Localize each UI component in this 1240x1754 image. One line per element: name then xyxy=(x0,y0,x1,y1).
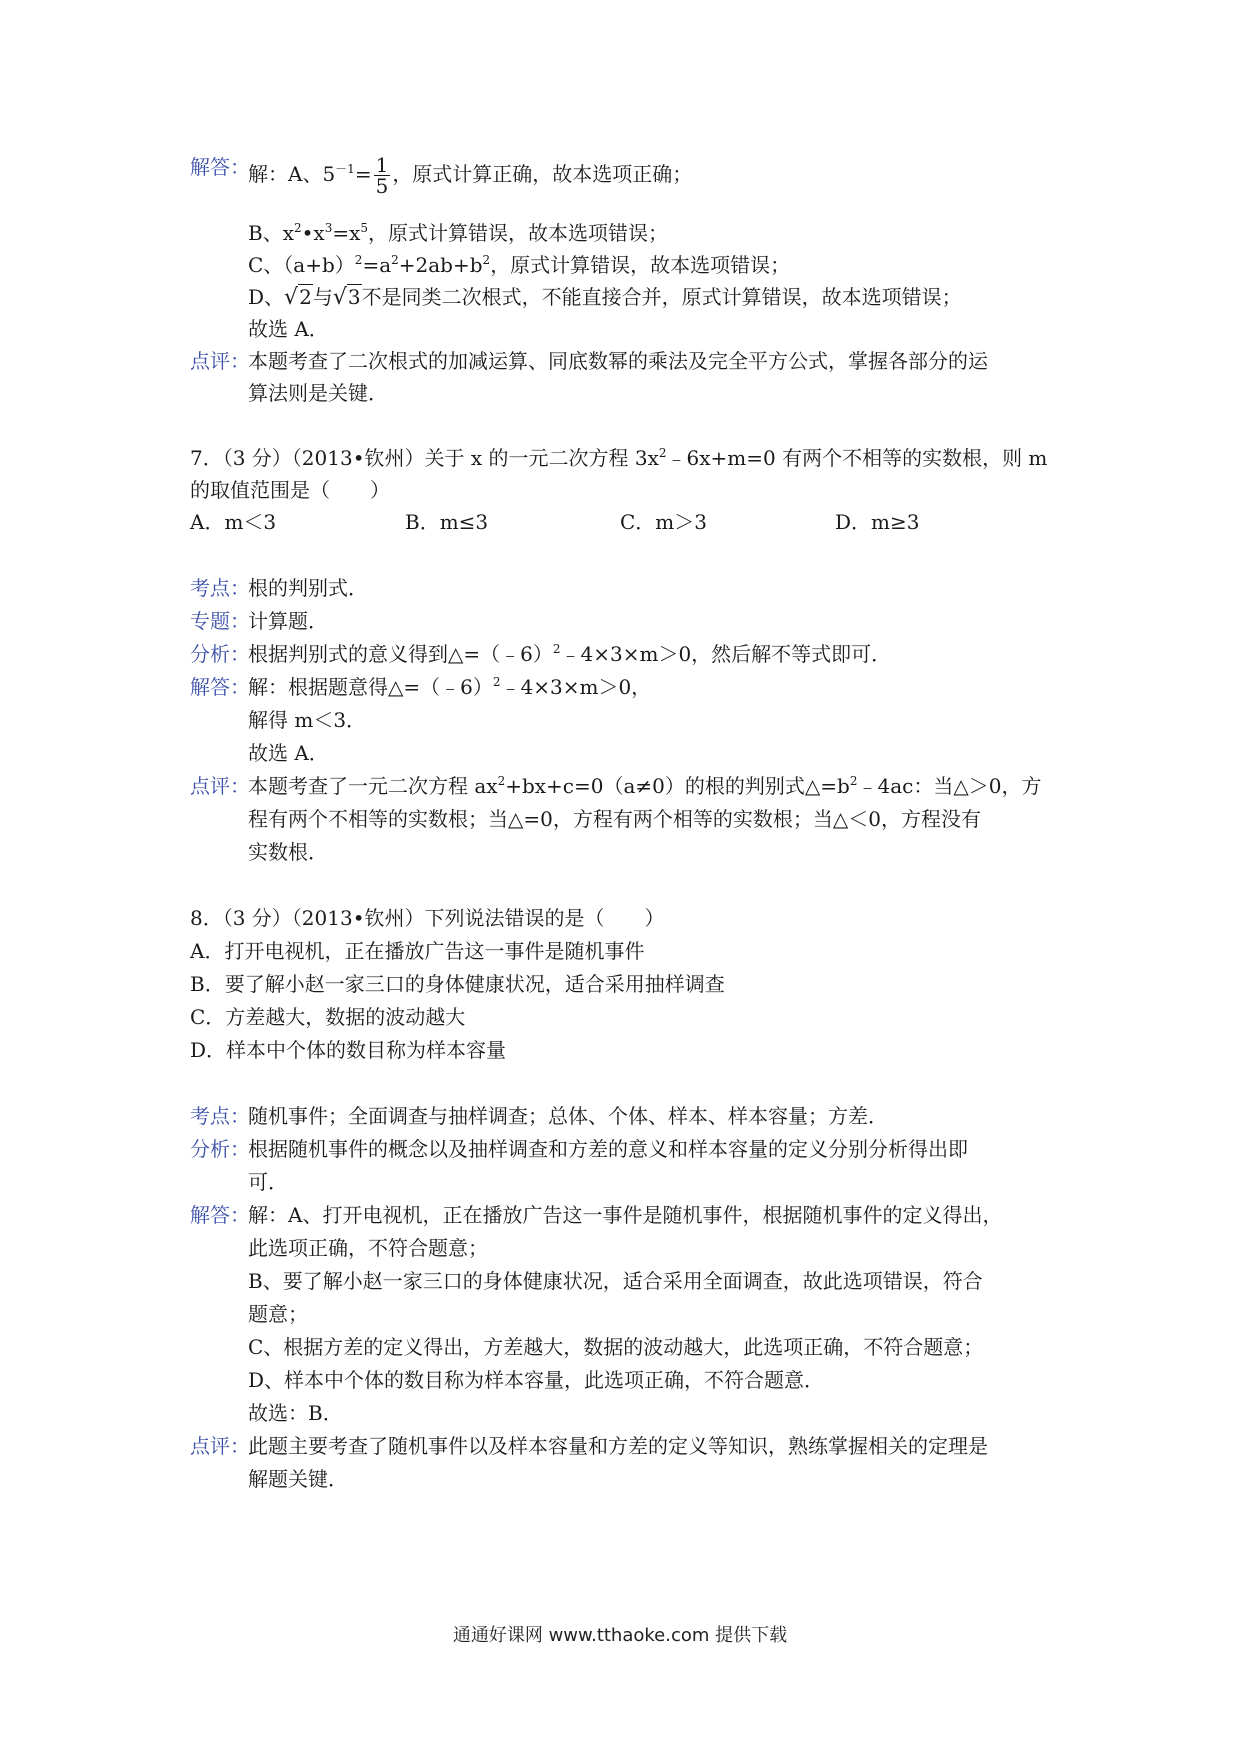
fraction-numerator: 1 xyxy=(375,153,389,177)
q6-c-text: +2ab+b xyxy=(398,253,483,277)
q8-jieda-line: 此选项正确，不符合题意； xyxy=(248,1236,488,1260)
q8-jieda-line: D、样本中个体的数目称为样本容量，此选项正确，不符合题意． xyxy=(248,1368,825,1392)
exponent: 2 xyxy=(658,446,667,460)
page-footer: 通通好课网 www.tthaoke.com 提供下载 xyxy=(452,1625,788,1646)
q7-option-b: B．m≤3 xyxy=(405,510,489,534)
kaodian-label: 考点： xyxy=(190,576,250,600)
q7-dianping-text: ﹣4ac：当△＞0，方 xyxy=(857,774,1042,798)
q7-jieda-line3: 故选 A． xyxy=(248,741,329,765)
q6-b-text: •x xyxy=(301,221,325,245)
q7-stem-text: 7．（3 分）（2013•钦州）关于 x 的一元二次方程 3x xyxy=(190,446,659,470)
q8-fenxi-line2: 可． xyxy=(248,1170,288,1194)
q6-c-text: ，原式计算错误，故本选项错误； xyxy=(490,253,791,277)
q7-dianping-line2: 程有两个不相等的实数根；当△=0，方程有两个相等的实数根；当△＜0，方程没有 xyxy=(248,807,981,831)
exponent: 2 xyxy=(293,221,302,235)
q6-answer-a-text: ，原式计算正确，故本选项正确； xyxy=(392,162,693,186)
q8-jieda-line: 解：A、打开电视机，正在播放广告这一事件是随机事件，根据随机事件的定义得出， xyxy=(248,1203,1003,1227)
jieda-label: 解答： xyxy=(190,155,250,179)
exponent: 2 xyxy=(482,253,491,267)
q6-answer-a xyxy=(248,155,692,196)
dianping-label: 点评： xyxy=(190,1434,250,1458)
q8-jieda-line: C、根据方差的定义得出，方差越大，数据的波动越大，此选项正确，不符合题意； xyxy=(248,1335,984,1359)
sqrt-symbol: √3 xyxy=(332,285,361,310)
q8-kaodian: 随机事件；全面调查与抽样调查；总体、个体、样本、样本容量；方差． xyxy=(248,1104,888,1128)
q6-d-prefix: D、 xyxy=(248,285,285,309)
jieda-label: 解答： xyxy=(190,1203,250,1227)
q6-answer-a-prefix: 解：A、5 xyxy=(248,162,336,186)
q8-option-d: D．样本中个体的数目称为样本容量 xyxy=(190,1038,507,1062)
q7-dianping-line3: 实数根． xyxy=(248,840,328,864)
q7-stem-line1 xyxy=(190,443,1047,473)
q6-answer-b xyxy=(248,218,668,248)
q6-b-text: =x xyxy=(332,221,361,245)
q6-answer-c xyxy=(248,250,790,280)
q7-jieda-text: 解：根据题意得△=（﹣6） xyxy=(248,675,493,699)
zhuanti-label: 专题： xyxy=(190,609,250,633)
q8-option-b: B．要了解小赵一家三口的身体健康状况，适合采用抽样调查 xyxy=(190,972,725,996)
sqrt-symbol: √2 xyxy=(284,285,312,310)
dianping-label: 点评： xyxy=(190,349,250,373)
fenxi-label: 分析： xyxy=(190,642,250,666)
q8-dianping-line1: 此题主要考查了随机事件以及样本容量和方差的定义等知识，熟练掌握相关的定理是 xyxy=(248,1434,988,1458)
q6-answer-d xyxy=(248,282,962,313)
q6-b-text: B、x xyxy=(248,221,294,245)
q6-c-text: C、（a+b） xyxy=(248,253,355,277)
q6-answer-a-eq: = xyxy=(354,162,372,186)
q7-stem-text: ﹣6x+m=0 有两个不相等的实数根，则 m xyxy=(666,446,1048,470)
q7-option-c: C．m＞3 xyxy=(620,510,707,534)
q8-jieda-line: B、要了解小赵一家三口的身体健康状况，适合采用全面调查，故此选项错误，符合 xyxy=(248,1269,983,1293)
q7-jieda-line2: 解得 m＜3． xyxy=(248,708,367,732)
jieda-label: 解答： xyxy=(190,675,250,699)
dianping-label: 点评： xyxy=(190,774,250,798)
exponent: 2 xyxy=(391,253,399,267)
sqrt-radicand: 3 xyxy=(347,285,361,309)
exponent: 5 xyxy=(360,221,369,235)
q7-stem-line2: 的取值范围是（ ） xyxy=(190,478,390,502)
fraction-denominator: 5 xyxy=(375,174,389,198)
q8-stem: 8．（3 分）（2013•钦州）下列说法错误的是（ ） xyxy=(190,906,665,930)
q6-answer-a-exponent: －1 xyxy=(335,162,355,176)
fraction xyxy=(374,155,391,196)
q7-dianping-text: 本题考查了一元二次方程 ax xyxy=(248,774,498,798)
q6-b-text: ，原式计算错误，故本选项错误； xyxy=(368,221,669,245)
exponent: 2 xyxy=(492,675,501,689)
q8-option-c: C．方差越大，数据的波动越大 xyxy=(190,1005,466,1029)
q6-comment-line1: 本题考查了二次根式的加减运算、同底数幂的乘法及完全平方公式，掌握各部分的运 xyxy=(248,349,988,373)
q8-jieda-line: 题意； xyxy=(248,1302,308,1326)
q6-answer-end: 故选 A． xyxy=(248,317,329,341)
q7-dianping-text: +bx+c=0（a≠0）的根的判别式△=b xyxy=(505,774,850,798)
kaodian-label: 考点： xyxy=(190,1104,250,1128)
q8-dianping-line2: 解题关键． xyxy=(248,1467,348,1491)
q8-fenxi-line1: 根据随机事件的概念以及抽样调查和方差的意义和样本容量的定义分别分析得出即 xyxy=(248,1137,968,1161)
fenxi-label: 分析： xyxy=(190,1137,250,1161)
sqrt-radicand: 2 xyxy=(299,285,312,309)
q7-zhuanti: 计算题． xyxy=(248,609,328,633)
exponent: 2 xyxy=(552,642,561,656)
q6-c-text: =a xyxy=(362,253,392,277)
exponent: 2 xyxy=(497,774,506,788)
q7-kaodian: 根的判别式． xyxy=(248,576,368,600)
q7-fenxi-text: ﹣4×3×m＞0，然后解不等式即可． xyxy=(560,642,892,666)
q6-comment-line2: 算法则是关键． xyxy=(248,381,388,405)
q7-dianping-line1 xyxy=(248,771,1041,801)
q8-jieda-line: 故选：B． xyxy=(248,1401,343,1425)
q8-option-a: A．打开电视机，正在播放广告这一事件是随机事件 xyxy=(190,939,645,963)
q6-d-mid: 与 xyxy=(312,285,333,309)
q7-fenxi-text: 根据判别式的意义得到△=（﹣6） xyxy=(248,642,553,666)
q7-option-a: A．m＜3 xyxy=(190,510,277,534)
q7-fenxi xyxy=(248,639,891,669)
q7-jieda-text: ﹣4×3×m＞0， xyxy=(500,675,652,699)
exponent: 3 xyxy=(324,221,333,235)
exponent: 2 xyxy=(849,774,858,788)
q7-jieda-line1 xyxy=(248,672,651,702)
q7-option-d: D．m≥3 xyxy=(835,510,920,534)
q6-d-text: 不是同类二次根式，不能直接合并，原式计算错误，故本选项错误； xyxy=(361,285,962,309)
exponent: 2 xyxy=(354,253,363,267)
